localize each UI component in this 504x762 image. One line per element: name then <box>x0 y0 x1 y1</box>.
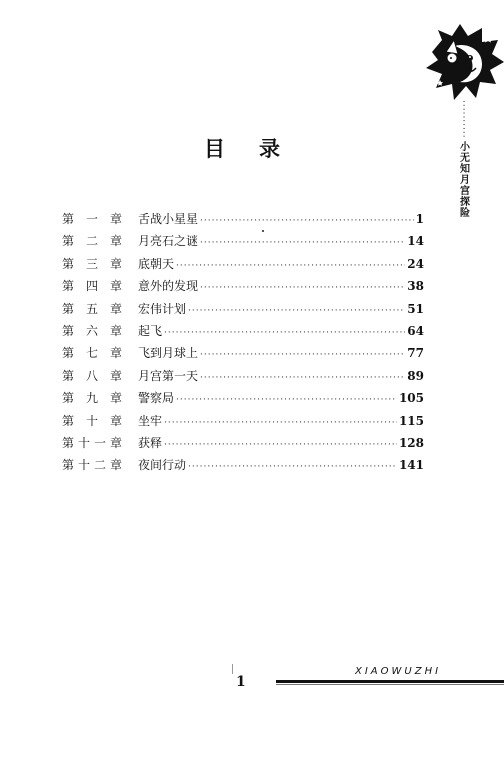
chapter-title: 夜间行动 <box>138 458 187 473</box>
footer-rule-thin <box>276 684 504 685</box>
chapter-number: 第一章 <box>62 212 122 226</box>
moon-mascot-emblem-icon <box>424 22 504 108</box>
series-dots: ·········· <box>458 100 468 139</box>
chapter-page: 105 <box>398 391 424 406</box>
toc-row[interactable] <box>62 365 424 387</box>
chapter-page: 38 <box>407 279 424 294</box>
chapter-title: 意外的发现 <box>138 279 199 294</box>
table-of-contents <box>62 208 424 477</box>
dot-leader <box>164 322 405 344</box>
toc-row[interactable] <box>62 275 424 297</box>
dot-leader <box>164 434 397 456</box>
chapter-title: 底朝天 <box>138 256 175 271</box>
chapter-page: 24 <box>407 256 424 271</box>
chapter-number: 第二章 <box>62 234 122 249</box>
dot-leader <box>188 456 397 478</box>
chapter-number: 第十二章 <box>62 458 122 473</box>
chapter-page: 77 <box>407 346 424 361</box>
toc-row[interactable] <box>62 454 424 476</box>
chapter-page: 115 <box>398 413 424 428</box>
toc-row[interactable] <box>62 432 424 454</box>
series-label <box>452 100 474 218</box>
chapter-number: 第十一章 <box>62 435 122 450</box>
toc-row[interactable] <box>62 298 424 320</box>
dot-leader <box>164 412 397 434</box>
chapter-title: 飞到月球上 <box>138 346 199 361</box>
chapter-title: 月宫第一天 <box>138 368 199 383</box>
chapter-number: 第四章 <box>62 279 122 294</box>
dot-leader <box>200 232 405 254</box>
chapter-title: 月亮石之谜 <box>138 234 199 249</box>
chapter-page: 64 <box>407 323 424 338</box>
chapter-number: 第七章 <box>62 346 122 361</box>
chapter-page: 1 <box>415 212 424 226</box>
chapter-number: 第八章 <box>62 368 122 383</box>
dot-leader <box>200 210 414 232</box>
chapter-number: 第十章 <box>62 413 122 428</box>
toc-heading <box>204 133 280 163</box>
toc-row[interactable] <box>62 387 424 409</box>
toc-row[interactable] <box>62 410 424 432</box>
footer-rule <box>276 680 504 683</box>
print-mark <box>232 664 233 674</box>
toc-row[interactable] <box>62 342 424 364</box>
heading-char-2: 录 <box>259 136 280 161</box>
chapter-number: 第三章 <box>62 256 122 271</box>
chapter-title: 起飞 <box>138 323 163 338</box>
dot-leader <box>176 389 397 411</box>
heading-char-1: 目 <box>204 136 225 161</box>
dot-leader <box>200 344 405 366</box>
chapter-title: 坐牢 <box>138 413 163 428</box>
chapter-page: 14 <box>407 234 424 249</box>
dot-leader <box>200 367 405 389</box>
chapter-page: 89 <box>407 368 424 383</box>
chapter-title: 警察局 <box>138 391 175 406</box>
toc-row[interactable] <box>62 230 424 252</box>
chapter-title: 宏伟计划 <box>138 301 187 316</box>
footer-brand: XIAOWUZHI <box>355 666 442 677</box>
chapter-page: 128 <box>398 435 424 450</box>
dot-leader <box>200 277 405 299</box>
toc-row[interactable] <box>62 208 424 230</box>
chapter-number: 第六章 <box>62 323 122 338</box>
chapter-number: 第九章 <box>62 391 122 406</box>
toc-row[interactable] <box>62 320 424 342</box>
dot-leader <box>176 255 405 277</box>
chapter-number: 第五章 <box>62 301 122 316</box>
chapter-page: 51 <box>407 301 424 316</box>
chapter-title: 舌战小星星 <box>138 212 199 226</box>
page-number: 1 <box>236 674 246 690</box>
series-title: 小无知月宫探险 <box>457 140 469 218</box>
chapter-page: 141 <box>398 458 424 473</box>
dot-leader <box>188 300 405 322</box>
print-speck <box>262 230 264 232</box>
toc-row[interactable] <box>62 253 424 275</box>
chapter-title: 获释 <box>138 435 163 450</box>
